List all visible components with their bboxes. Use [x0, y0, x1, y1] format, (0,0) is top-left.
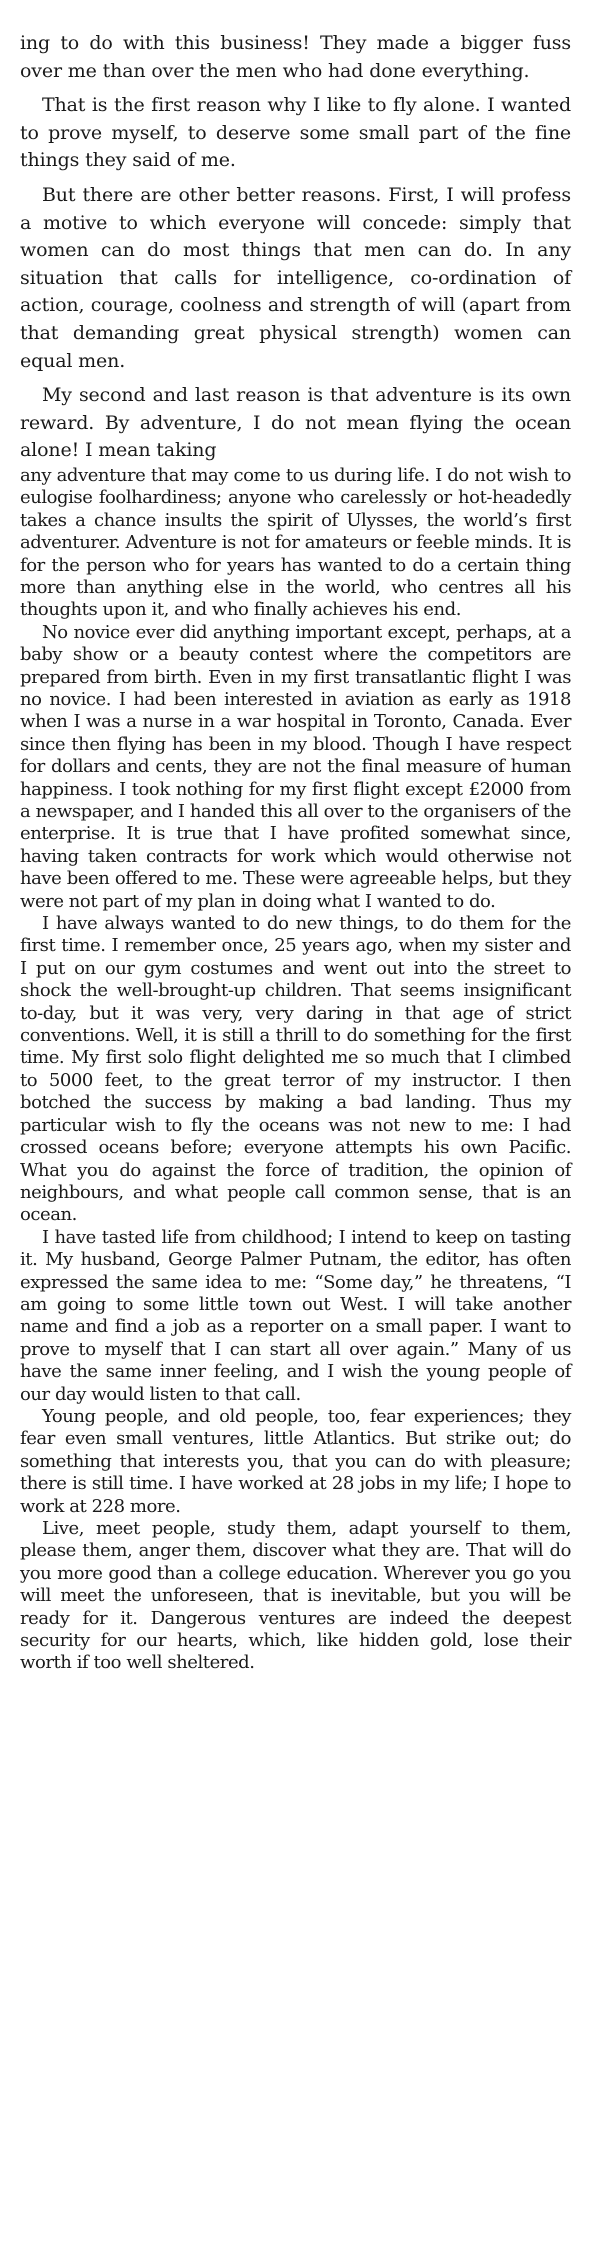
paragraph-5: any adventure that may come to us during life. I do not wish to eulogise foolhardiness; anyone who carelessly or hot-headedly takes a chance insults the spirit of Ulysses, the world’s first adventurer. Adventure is not for amateurs or feeble minds. It is for the person who for years has wanted to do a certain thing more than anything else in the world, who centres all his thoughts upon it, and who finally achieves his end. [20, 464, 571, 621]
paragraph-10: Live, meet people, study them, adapt yourself to them, please them, anger them, discover what they are. That will do you more good than a college education. Wherever you go you will meet the unforeseen, that is inevitable, but you will be ready for it. Dangerous ventures are indeed the deepest security for our hearts, which, like hidden gold, lose their worth if too well sheltered. [20, 1518, 571, 1674]
paragraph-3: But there are other better reasons. First, I will profess a motive to which everyone will concede: simply that women can do most things that men can do. In any situation that calls for intelligence, co-ordination of action, courage, coolness and strength of will (apart from that demanding great physical strength) women can equal men. [20, 183, 571, 372]
article-column [20, 30, 571, 1675]
paragraph-2: That is the first reason why I like to fly alone. I wanted to prove myself, to deserve some small part of the fine things they said of me. [20, 94, 571, 172]
paragraph-9: Young people, and old people, too, fear experiences; they fear even small ventures, little Atlantics. But strike out; do something that interests you, that you can do with pleasure; there is still time. I have worked at 28 jobs in my life; I hope to work at 228 more. [20, 1405, 571, 1517]
paragraph-7: I have always wanted to do new things, to do them for the first time. I remember once, 25 years ago, when my sister and I put on our gym costumes and went out into the street to shock the well-brought-up children. That seems insignificant to-day, but it was very, very daring in that age of strict conventions. Well, it is still a thrill to do something for the first time. My first solo flight delighted me so much that I climbed to 5000 feet, to the great terror of my instructor. I then botched the success by making a bad landing. Thus my particular wish to fly the oceans was not new to me: I had crossed oceans before; everyone attempts his own Pacific. What you do against the force of tradition, the opinion of neighbours, and what people call common sense, that is an ocean. [20, 913, 571, 1226]
paragraph-4: My second and last reason is that adventure is its own reward. By adventure, I do not mean flying the ocean alone! I mean taking [20, 384, 571, 462]
paragraph-8: I have tasted life from childhood; I intend to keep on tasting it. My husband, George Palmer Putnam, the editor, has often expressed the same idea to me: “Some day,” he threatens, “I am going to some little town out West. I will take another name and find a job as a reporter on a small paper. I want to prove to myself that I can start all over again.” Many of us have the same inner feeling, and I wish the young people of our day would listen to that call. [20, 1226, 571, 1405]
paragraph-6: No novice ever did anything important except, perhaps, at a baby show or a beauty contest where the competitors are prepared from birth. Even in my first transatlantic flight I was no novice. I had been interested in aviation as early as 1918 when I was a nurse in a war hospital in Toronto, Canada. Ever since then flying has been in my blood. Though I have respect for dollars and cents, they are not the final measure of human happiness. I took nothing for my first flight except £2000 from a newspaper, and I handed this all over to the organisers of the enterprise. It is true that I have profited somewhat since, having taken contracts for work which would otherwise not have been offered to me. These were agreeable helps, but they were not part of my plan in doing what I wanted to do. [20, 621, 571, 912]
paragraph-1: ing to do with this business! They made a bigger fuss over me than over the men who had done everything. [20, 32, 571, 82]
